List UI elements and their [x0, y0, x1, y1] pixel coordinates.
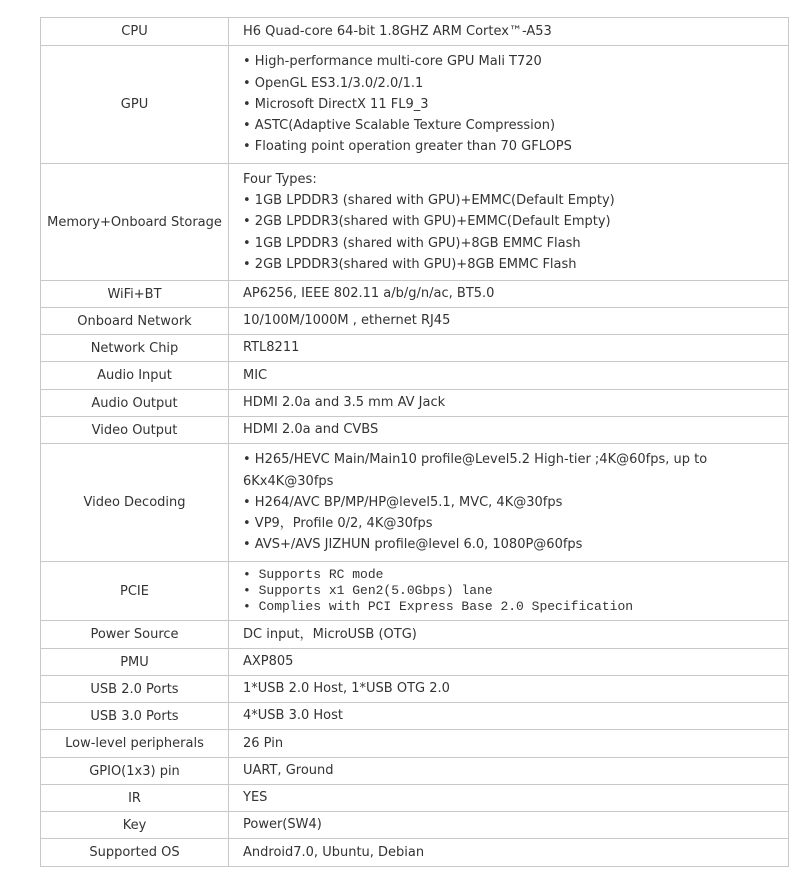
value-line: • Microsoft DirectX 11 FL9_3 [243, 96, 429, 112]
row-value [229, 676, 789, 703]
value-line: 26 Pin [243, 735, 284, 751]
row-value [229, 785, 789, 812]
row-label: PCIE [41, 562, 229, 621]
row-value [229, 18, 789, 46]
table-row [41, 785, 789, 812]
row-label: Video Output [41, 417, 229, 444]
row-label: IR [41, 785, 229, 812]
row-value [229, 758, 789, 785]
row-value [229, 164, 789, 281]
table-row [41, 621, 789, 649]
row-value [229, 362, 789, 390]
row-label: PMU [41, 649, 229, 676]
value-line: YES [243, 790, 268, 806]
value-line: MIC [243, 367, 268, 383]
table-row [41, 444, 789, 562]
row-value [229, 308, 789, 335]
row-label: Memory+Onboard Storage [41, 164, 229, 281]
value-line: HDMI 2.0a and CVBS [243, 422, 379, 438]
spec-table-body [41, 18, 789, 867]
table-row [41, 335, 789, 362]
value-line: AXP805 [243, 654, 294, 670]
table-row [41, 308, 789, 335]
value-line: Android7.0, Ubuntu, Debian [243, 844, 425, 860]
table-row [41, 281, 789, 308]
table-row [41, 758, 789, 785]
row-label: GPIO(1x3) pin [41, 758, 229, 785]
value-line: • H264/AVC BP/MP/HP@level5.1, MVC, 4K@30fps [243, 494, 563, 510]
value-line: • VP9，Profile 0/2, 4K@30fps [243, 516, 433, 532]
row-label: USB 2.0 Ports [41, 676, 229, 703]
value-line: • 2GB LPDDR3(shared with GPU)+8GB EMMC Flash [243, 256, 577, 272]
table-row [41, 812, 789, 839]
row-value [229, 649, 789, 676]
value-line: • 2GB LPDDR3(shared with GPU)+EMMC(Default Empty) [243, 214, 611, 230]
row-label: Network Chip [41, 335, 229, 362]
row-label: CPU [41, 18, 229, 46]
row-label: Key [41, 812, 229, 839]
value-line: • Supports RC mode [243, 567, 384, 582]
value-line: • Complies with PCI Express Base 2.0 Specification [243, 599, 634, 614]
value-line: • Floating point operation greater than 70 GFLOPS [243, 139, 572, 155]
value-line: DC input，MicroUSB (OTG) [243, 626, 417, 642]
row-label: Power Source [41, 621, 229, 649]
value-line: 1*USB 2.0 Host, 1*USB OTG 2.0 [243, 681, 450, 697]
row-label: Audio Output [41, 390, 229, 417]
row-value [229, 730, 789, 758]
value-line: UART, Ground [243, 763, 334, 779]
value-line: RTL8211 [243, 340, 300, 356]
value-line: HDMI 2.0a and 3.5 mm AV Jack [243, 395, 446, 411]
value-line: 10/100M/1000M , ethernet RJ45 [243, 313, 451, 329]
value-line: • 1GB LPDDR3 (shared with GPU)+8GB EMMC Flash [243, 235, 581, 251]
table-row [41, 649, 789, 676]
value-line: • H265/HEVC Main/Main10 profile@Level5.2 High-tier ;4K@60fps, up to 6Kx4K@30fps [243, 452, 708, 489]
table-row [41, 390, 789, 417]
table-row [41, 164, 789, 281]
row-value [229, 812, 789, 839]
row-value [229, 839, 789, 867]
spec-table [40, 17, 789, 867]
row-label: USB 3.0 Ports [41, 703, 229, 730]
row-value [229, 444, 789, 562]
row-label: Video Decoding [41, 444, 229, 562]
value-line: 4*USB 3.0 Host [243, 708, 343, 724]
row-value [229, 281, 789, 308]
row-value [229, 562, 789, 621]
row-value [229, 390, 789, 417]
row-label: WiFi+BT [41, 281, 229, 308]
value-line: • AVS+/AVS JIZHUN profile@level 6.0, 1080P@60fps [243, 537, 583, 553]
row-value [229, 703, 789, 730]
table-row [41, 18, 789, 46]
table-row [41, 703, 789, 730]
row-value [229, 417, 789, 444]
table-row [41, 730, 789, 758]
row-label: Onboard Network [41, 308, 229, 335]
row-label: GPU [41, 46, 229, 164]
value-line: • OpenGL ES3.1/3.0/2.0/1.1 [243, 75, 424, 91]
value-line: • High-performance multi-core GPU Mali T720 [243, 54, 542, 70]
value-line: Four Types: [243, 171, 317, 187]
row-label: Low-level peripherals [41, 730, 229, 758]
row-value [229, 46, 789, 164]
value-line: • Supports x1 Gen2(5.0Gbps) lane [243, 583, 493, 598]
row-label: Supported OS [41, 839, 229, 867]
row-value [229, 335, 789, 362]
table-row [41, 839, 789, 867]
table-row [41, 362, 789, 390]
value-line: H6 Quad-core 64-bit 1.8GHZ ARM Cortex™-A53 [243, 23, 552, 39]
row-value [229, 621, 789, 649]
table-row [41, 676, 789, 703]
table-row [41, 46, 789, 164]
row-label: Audio Input [41, 362, 229, 390]
value-line: Power(SW4) [243, 817, 322, 833]
value-line: • 1GB LPDDR3 (shared with GPU)+EMMC(Default Empty) [243, 193, 615, 209]
table-row [41, 417, 789, 444]
value-line: • ASTC(Adaptive Scalable Texture Compression) [243, 118, 556, 134]
table-row [41, 562, 789, 621]
value-line: AP6256, IEEE 802.11 a/b/g/n/ac, BT5.0 [243, 286, 495, 302]
